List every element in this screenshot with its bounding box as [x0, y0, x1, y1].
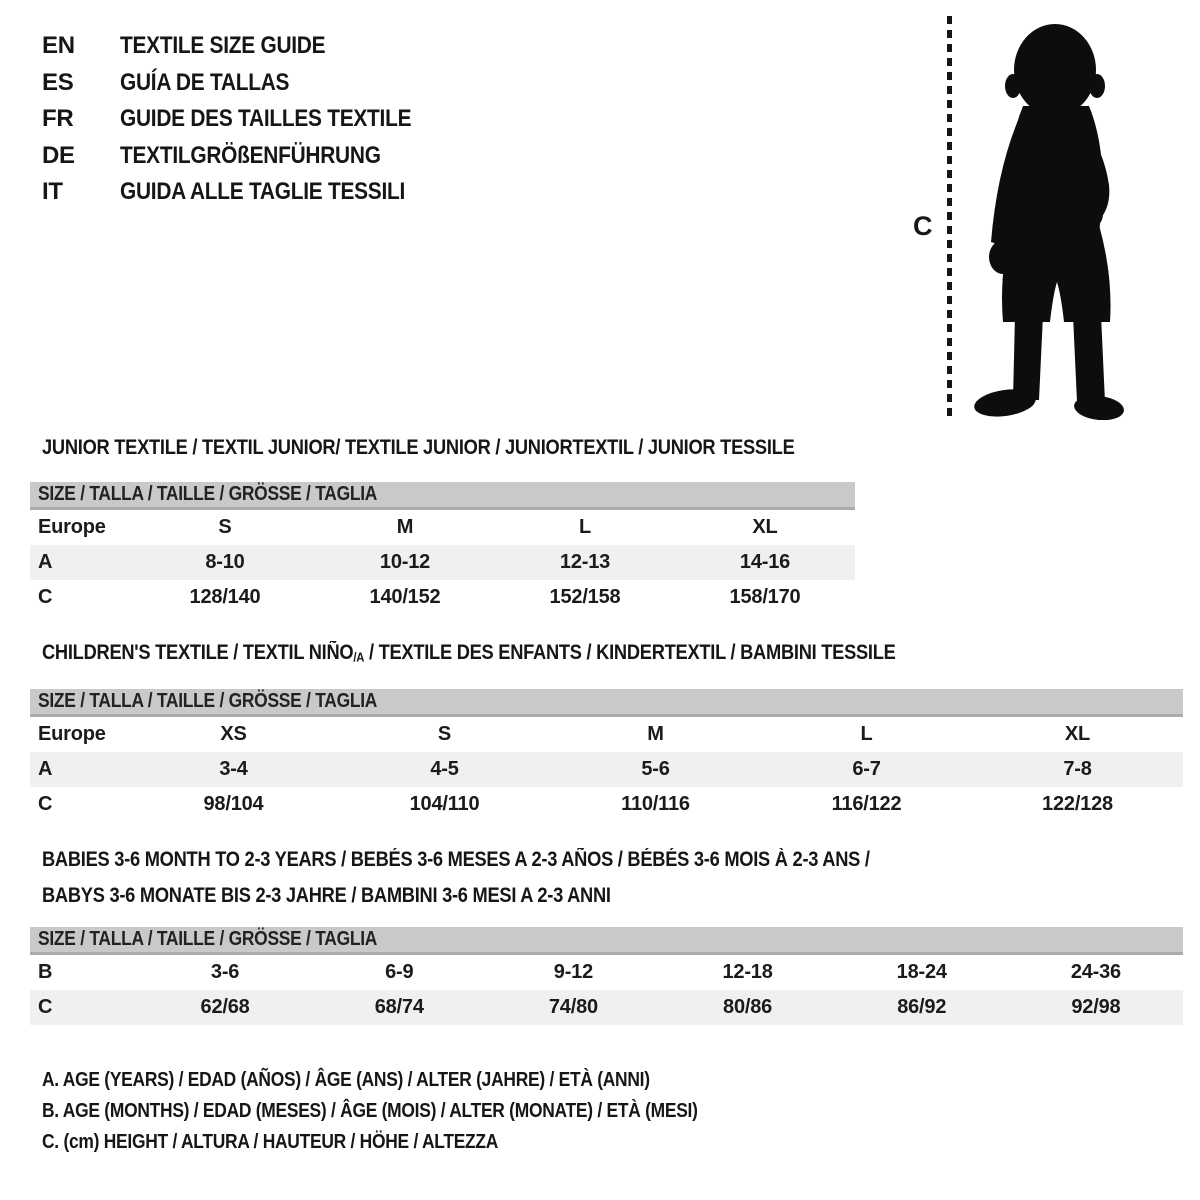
size-cell: 152/158	[549, 586, 621, 608]
note-height-cm-text: C. (cm) HEIGHT / ALTURA / HAUTEUR / HÖHE / ALTEZZA	[42, 1131, 499, 1153]
size-cell: 110/116	[621, 793, 690, 815]
size-cell: 7-8	[1063, 758, 1092, 780]
size-cell: 10-12	[379, 551, 431, 573]
language-title: TEXTILGRÖßENFÜHRUNG	[120, 141, 381, 169]
table-row	[30, 545, 855, 580]
size-cell: 158/170	[729, 586, 801, 608]
toddler-silhouette-icon	[963, 20, 1137, 420]
size-cell: 9-12	[553, 961, 594, 983]
size-cell: S	[218, 516, 232, 538]
table-row	[30, 717, 1183, 752]
height-measure-label: C	[913, 211, 933, 241]
size-cell: M	[647, 723, 664, 745]
size-header-label: SIZE / TALLA / TAILLE / GRÖSSE / TAGLIA	[38, 928, 378, 950]
row-label: C	[38, 586, 53, 608]
language-code: DE	[42, 141, 75, 169]
size-cell: 8-10	[205, 551, 245, 573]
size-cell: 14-16	[739, 551, 791, 573]
language-code: EN	[42, 32, 75, 60]
size-cell: 6-7	[852, 758, 881, 780]
language-row	[42, 138, 455, 175]
language-row	[42, 101, 455, 138]
table-row	[30, 990, 1183, 1025]
children-heading-post: / TEXTILE DES ENFANTS / KINDERTEXTIL / BAMBINI TESSILE	[364, 641, 896, 664]
row-label: A	[38, 551, 53, 573]
size-cell: XL	[1064, 723, 1091, 745]
size-cell: 116/122	[831, 793, 902, 815]
size-cell: 104/110	[409, 793, 480, 815]
size-header-row	[30, 689, 1183, 717]
language-title-list	[42, 28, 455, 211]
size-cell: 62/68	[200, 996, 250, 1018]
language-row	[42, 28, 455, 65]
row-label: Europe	[38, 516, 106, 538]
children-heading-pre: CHILDREN'S TEXTILE / TEXTIL NIÑO	[42, 641, 354, 664]
size-cell: 80/86	[723, 996, 773, 1018]
size-cell: 86/92	[897, 996, 947, 1018]
junior-size-table	[30, 482, 855, 615]
language-title: GUIDE DES TAILLES TEXTILE	[120, 105, 412, 133]
babies-section-heading	[42, 848, 993, 920]
language-code: IT	[42, 178, 63, 206]
size-cell: 140/152	[369, 586, 441, 608]
note-age-months	[42, 1100, 796, 1131]
size-cell: L	[860, 723, 873, 745]
size-cell: 4-5	[430, 758, 459, 780]
measurement-figure	[905, 8, 1195, 433]
size-cell: XS	[220, 723, 247, 745]
size-cell: 24-36	[1070, 961, 1121, 983]
junior-section-heading-text: JUNIOR TEXTILE / TEXTIL JUNIOR/ TEXTILE JUNIOR / JUNIORTEXTIL / JUNIOR TESSILE	[42, 436, 795, 459]
language-title: TEXTILE SIZE GUIDE	[120, 32, 326, 60]
size-cell: 6-9	[385, 961, 414, 983]
children-section-heading	[42, 641, 1023, 669]
size-cell: 3-6	[210, 961, 240, 983]
size-cell: 92/98	[1071, 996, 1121, 1018]
size-cell: 3-4	[219, 758, 248, 780]
size-header-row	[30, 482, 855, 510]
babies-heading-line2: BABYS 3-6 MONATE BIS 2-3 JAHRE / BAMBINI 3-6 MESI A 2-3 ANNI	[42, 884, 611, 907]
junior-section-heading	[42, 436, 907, 460]
note-age-years-text: A. AGE (YEARS) / EDAD (AÑOS) / ÂGE (ANS) / ALTER (JAHRE) / ETÀ (ANNI)	[42, 1069, 650, 1091]
size-cell: 128/140	[189, 586, 261, 608]
size-cell: L	[578, 516, 592, 538]
size-cell: 74/80	[548, 996, 598, 1018]
table-row	[30, 955, 1183, 990]
size-cell: 122/128	[1042, 793, 1113, 815]
babies-size-table	[30, 927, 1183, 1025]
size-cell: 5-6	[641, 758, 670, 780]
size-cell: S	[437, 723, 452, 745]
height-dashed-line-icon	[947, 16, 952, 419]
language-title: GUÍA DE TALLAS	[120, 68, 290, 96]
language-code: FR	[42, 105, 74, 133]
row-label: C	[38, 996, 53, 1018]
size-cell: 98/104	[203, 793, 264, 815]
language-row	[42, 174, 455, 211]
size-cell: M	[396, 516, 414, 538]
size-header-label: SIZE / TALLA / TAILLE / GRÖSSE / TAGLIA	[38, 483, 378, 505]
children-section-heading-text	[42, 641, 896, 669]
size-cell: 12-13	[559, 551, 611, 573]
table-row	[30, 510, 855, 545]
babies-heading-line1: BABIES 3-6 MONTH TO 2-3 YEARS / BEBÉS 3-6 MESES A 2-3 AÑOS / BÉBÉS 3-6 MOIS À 2-3 ANS /	[42, 848, 870, 871]
children-heading-subscript: /A	[353, 649, 365, 665]
row-label: C	[38, 793, 53, 815]
legend-notes	[42, 1069, 796, 1162]
note-age-years	[42, 1069, 796, 1100]
table-row	[30, 752, 1183, 787]
row-label: A	[38, 758, 53, 780]
size-header-label: SIZE / TALLA / TAILLE / GRÖSSE / TAGLIA	[38, 690, 378, 712]
note-age-months-text: B. AGE (MONTHS) / EDAD (MESES) / ÂGE (MOIS) / ALTER (MONATE) / ETÀ (MESI)	[42, 1100, 698, 1122]
size-header-row	[30, 927, 1183, 955]
size-cell: 68/74	[374, 996, 424, 1018]
row-label: Europe	[38, 723, 106, 745]
size-cell: XL	[752, 516, 778, 538]
language-code: ES	[42, 68, 74, 96]
row-label: B	[38, 961, 53, 983]
size-cell: 12-18	[722, 961, 773, 983]
table-row	[30, 580, 855, 615]
children-size-table	[30, 689, 1183, 822]
language-title: GUIDA ALLE TAGLIE TESSILI	[120, 178, 406, 206]
size-cell: 18-24	[896, 961, 947, 983]
table-row	[30, 787, 1183, 822]
note-height-cm	[42, 1131, 796, 1162]
language-row	[42, 65, 455, 102]
